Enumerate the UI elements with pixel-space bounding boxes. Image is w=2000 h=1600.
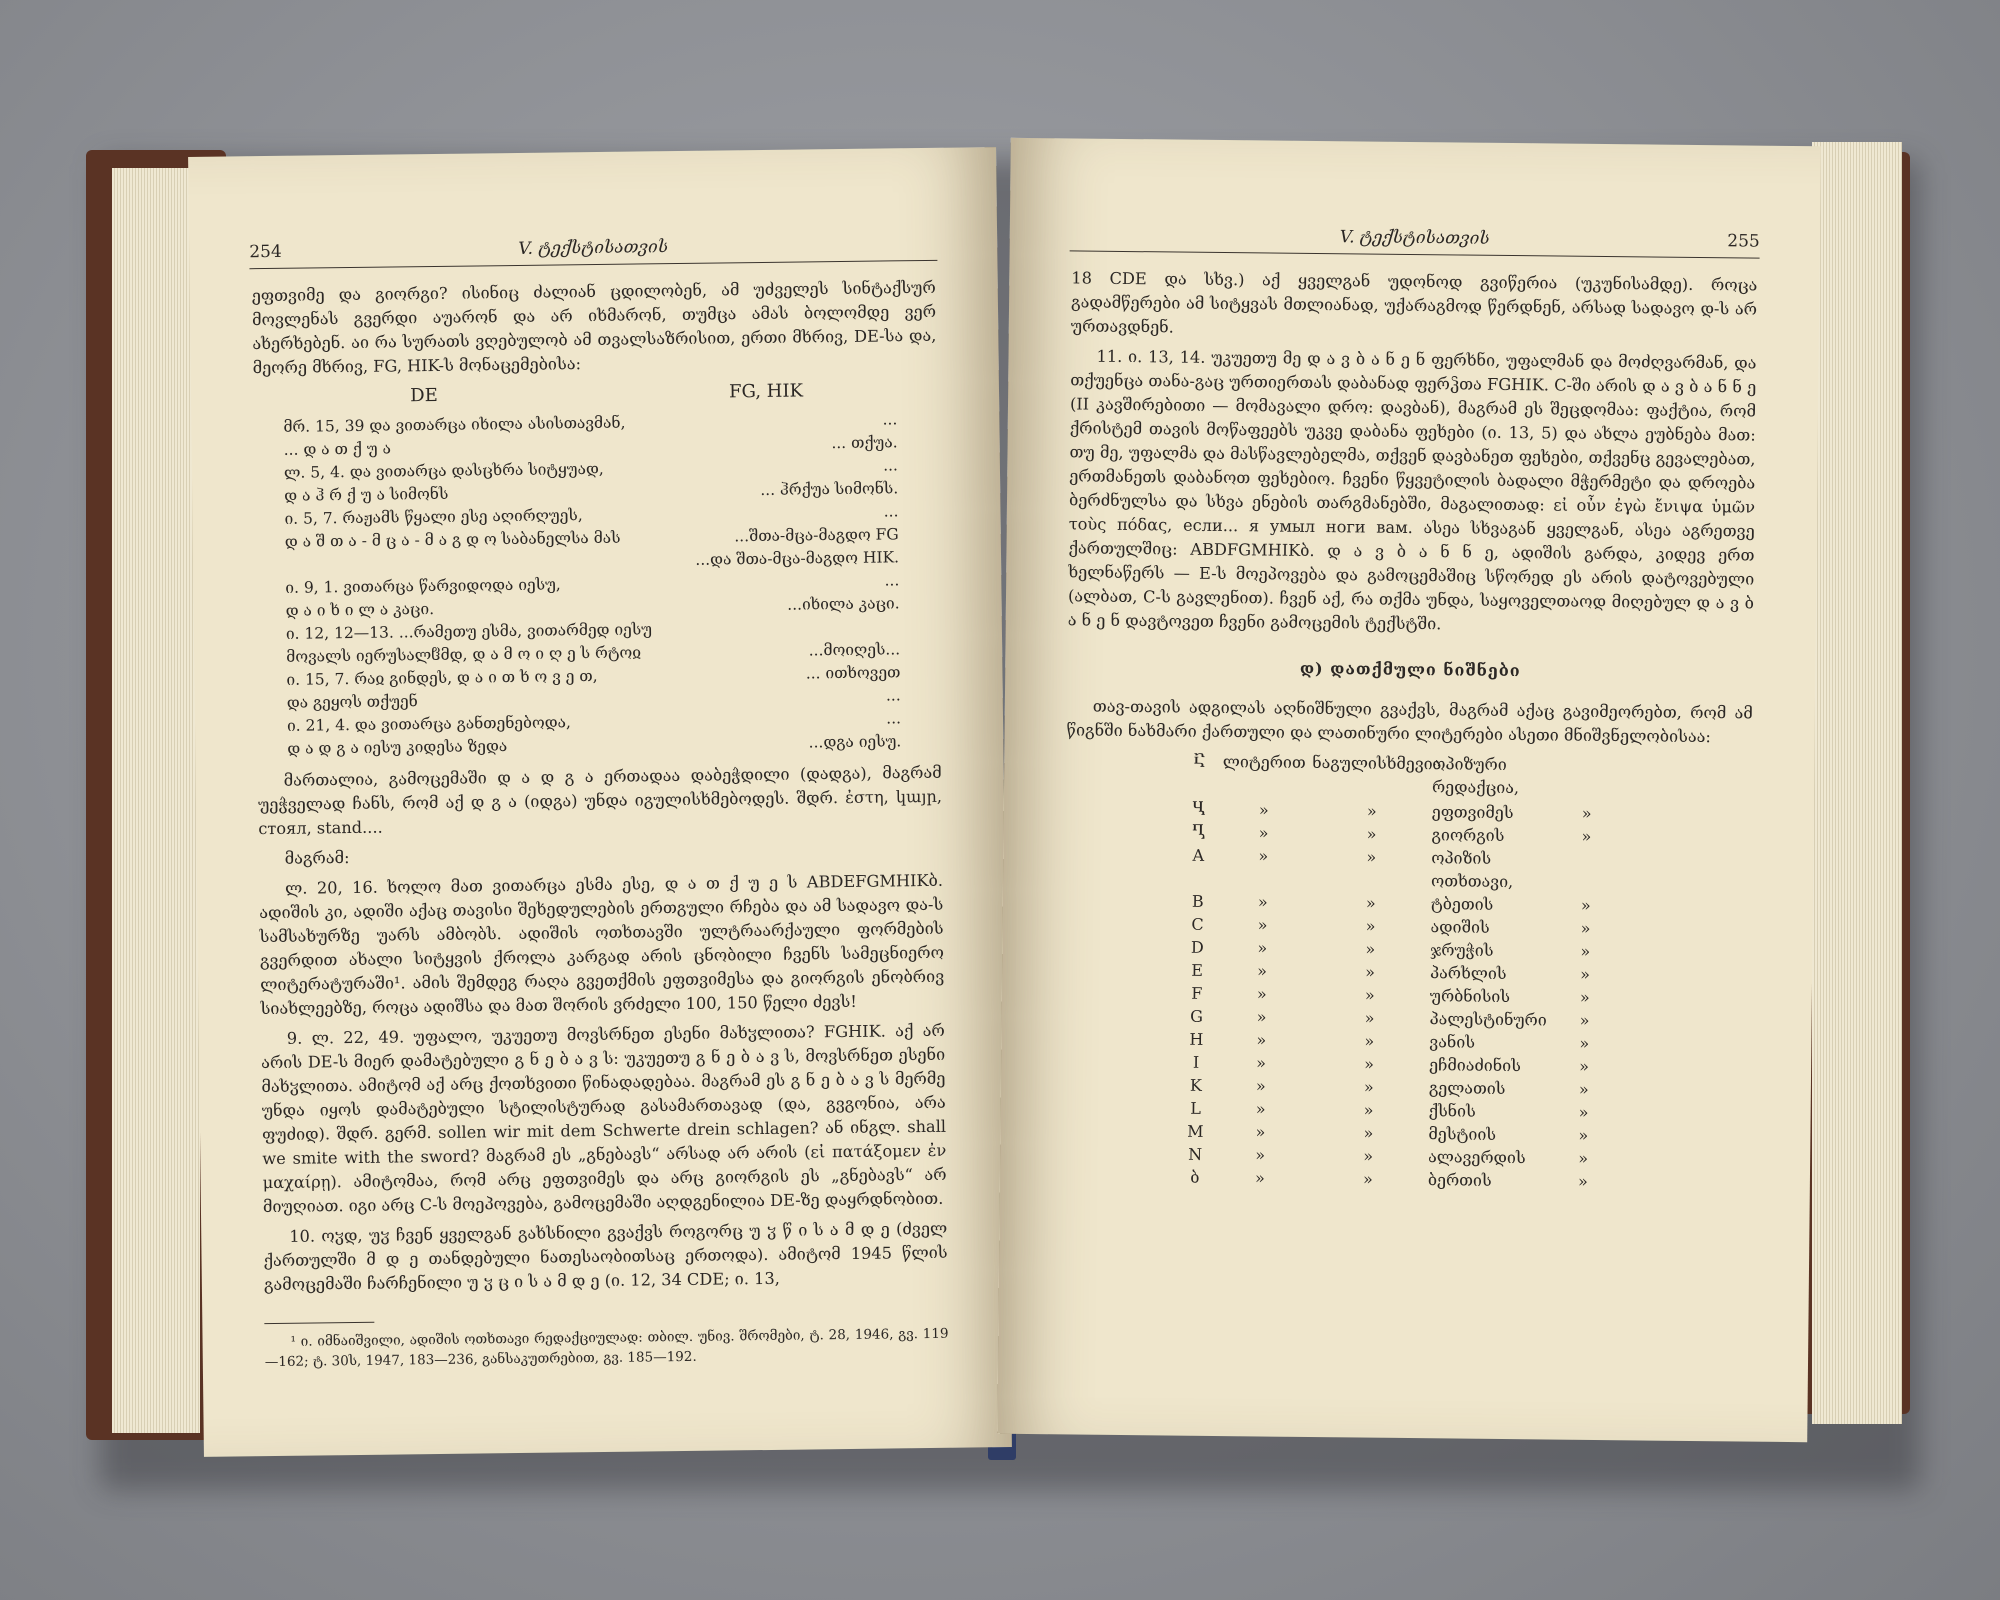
row-de: დ ა დ გ ა იესუ კიდესა ზედა xyxy=(287,737,508,758)
manuscript-name: ქსნის xyxy=(1428,1101,1476,1121)
row-de: მოვალს იერუსალჱმდ, დ ა მ ო ი ღ ე ს რტოჲ xyxy=(286,643,642,666)
ditto-mark: » xyxy=(1257,915,1268,935)
sigla-symbol: N xyxy=(1188,1144,1203,1164)
ditto-mark: » xyxy=(1365,893,1376,913)
ditto-mark: » xyxy=(1256,1053,1267,1073)
ditto-mark: » xyxy=(1579,1010,1590,1030)
sigla-symbol: F xyxy=(1191,983,1203,1003)
ditto-mark: » xyxy=(1366,824,1377,844)
page-edges-right xyxy=(1812,142,1902,1424)
ditto-mark: » xyxy=(1366,801,1377,821)
sigla-header xyxy=(1182,750,1752,802)
row-de: ი. 21, 4. და ვითარცა განთენებოდა, xyxy=(286,713,572,735)
sigla-row xyxy=(1181,844,1751,896)
left-page-body xyxy=(252,276,949,1378)
ditto-mark: » xyxy=(1365,962,1376,982)
ditto-mark: » xyxy=(1578,1148,1589,1168)
paragraph: 11. ი. 13, 14. უკუეთუ მე დ ა ვ ბ ა ნ ე ნ ფერხნი, უფალმან და მოძღვარმან, და თქუენცა თანა-გაც ურთიერთას დაბანად ფერჴთა FGHIK. C-ში არის დ ა ვ ბ ა ნ ნ ე (II კავშირებითი — მომავალი დრო: დავბან), მაგრამ ეს შეცდომაა: ფაქტია, რომ ქრისტემ თავის მოწაფეებს უკვე დაბანა ფეხები (ი. 13, 5) და ახლა ეუბნება მათ: თუ მე, უფალმა და მასწავლებელმა, თქვენ დავბანეთ ფეხები, თქვენც გევალებათ, ერთმანეთს დაბანოთ ფეხებიო. ჩვენი წყვეტილის ბადალი მჭერმეტი და დროება ბერძნულსა და სხვა ენების თარგმანებში, მაგალითად: εἰ οὖν ἐγὼ ἔνιψα ὑμῶν τοὺς πόδας, если... я умыл ноги вам. ასეა სხვაგან ყველგან, ასეა აგრეთვე ქართულშიც: ABDFGMHIKბ. დ ა ვ ბ ა ნ ნ ე, ადიშის გარდა, კიდევ ერთ ხელნაწერს — E-ს მოეპოვება და გამოცემაშიც სწორედ ეს არის დატოვებული (ალბათ, C-ს გავლენით). ჩვენ აქ, რა თქმა უნდა, საყოველთაოდ მიღებულ დ ა ვ ბ ა ნ ე ნ დავტოვეთ ჩვენი გამოცემის ტექსტში. xyxy=(1067,346,1757,634)
ditto-mark: » xyxy=(1363,1100,1374,1120)
running-head: V. ტექსტისათვის xyxy=(518,237,669,259)
manuscript-name: პალესტინური xyxy=(1429,1009,1547,1030)
ditto-mark: » xyxy=(1258,846,1269,866)
sigla-symbol: K xyxy=(1189,1075,1202,1095)
row-de: მრ. 15, 39 და ვითარცა იხილა ასისთავმან, xyxy=(283,413,626,436)
column-fg-hik: FG, HIK xyxy=(728,380,804,403)
row-fg: ... xyxy=(882,410,898,429)
comparison-table xyxy=(253,378,942,761)
manuscript-name: ოპიზის ოთხთავი, xyxy=(1430,848,1514,892)
row-fg: ... xyxy=(883,502,899,521)
left-page xyxy=(188,147,1012,1457)
ditto-mark: » xyxy=(1363,1077,1374,1097)
row-de: ი. 15, 7. რაჲ გინდეს, დ ა ი თ ხ ო ვ ე თ, xyxy=(286,667,598,689)
row-fg: ... თქუა. xyxy=(831,433,898,453)
page-number: 255 xyxy=(1727,231,1760,252)
paragraph: ლ. 20, 16. ხოლო მათ ვითარცა ესმა ესე, დ ა თ ქ უ ე ს ABDEFGMHIKბ. ადიშის კი, ადიში აქაც თავისი შეხედულების ერთგული რჩება და ამ სადავო და-ს სამსახურზე უარს ამბობს. ადიშის ოთხთავში ულტრაარქაული ფორმების გვერდით ახალი სიტყვის ქროლა კარგად არის ცნობილი ჩვენს სამეცნიერო ლიტერატურაში¹. ამის შემდეგ რაღა გვეთქმის ეფთვიმესა და გიორგის ენობრივ სიახლეებზე, როცა ადიშსა და მათ შორის ვრძელი 100, 150 წელი ძევს! xyxy=(259,870,945,1019)
manuscript-name: ეჩმიაძინის xyxy=(1429,1055,1521,1076)
sigla-symbol: C xyxy=(1191,914,1204,934)
ditto-mark: » xyxy=(1364,1031,1375,1051)
ditto-mark: » xyxy=(1255,1076,1266,1096)
ditto-mark: » xyxy=(1257,938,1268,958)
ditto-mark: » xyxy=(1364,1054,1375,1074)
ditto-mark: » xyxy=(1365,939,1376,959)
manuscript-name: ალავერდის xyxy=(1428,1147,1526,1168)
row-de: და გეყოს თქუენ xyxy=(286,692,418,712)
paragraph: 9. ლ. 22, 49. უფალო, უკუეთუ მოვსრნეთ ესენი მახჳლითა? FGHIK. აქ არ არის DE-ს მიერ დამატებული გ ნ ე ბ ა ვ ს: უკუეთუ გ ნ ე ბ ა ვ ს, მოვსრნეთ ესენი მახჳლითა. ამიტომ აქ არც ქოთხვითი წინადადებაა. მაგრამ ეს გ ნ ე ბ ა ვ ს მერმე უნდა იყოს დამატებული სტილისტურად გასამართავად (და, გვგონია, არა ფუძიდ). შდრ. გერმ. sollen wir mit dem Schwerte drein schlagen? ან ინგლ. shall we smite with the sword? მაგრამ ეს „გნებავს“ არსად არ არის (εἰ πατάξομεν ἐν μαχαίρῃ). ამიტომაა, რომ არც ეფთვიმეს და არც გიორგის ეს „გნებავს“ არ მიუღიათ. იგი არც C-ს მოეპოვება, გამოცემაში აღდგენილია DE-ზე დაყრდნობით. xyxy=(261,1020,947,1217)
manuscript-name: ადიშის xyxy=(1430,917,1490,937)
ditto-mark: » xyxy=(1578,1079,1589,1099)
sigla-symbol: I xyxy=(1192,1052,1200,1072)
ditto-mark: » xyxy=(1362,1169,1373,1189)
row-fg: ... ჰრქუა სიმონს. xyxy=(760,479,899,500)
sigla-symbol: Ⴁ xyxy=(1191,799,1206,819)
manuscript-name: მესტიის xyxy=(1428,1124,1497,1144)
manuscript-name: ურბნისის xyxy=(1429,986,1511,1007)
row-fg: ... xyxy=(883,456,899,475)
row-fg: ...და შთა-მცა-მაგდო HIK. xyxy=(695,548,900,569)
sigla-symbol: M xyxy=(1187,1121,1204,1141)
row-de: ლ. 5, 4. და ვითარცა დასცხრა სიტყუად, xyxy=(283,459,604,482)
right-page xyxy=(997,138,1821,1442)
row-fg: ... ითხოვეთ xyxy=(805,663,901,683)
row-de: ი. 12, 12—13. ...რამეთუ ესმა, ვითარმედ იესუ xyxy=(285,620,653,643)
ditto-mark: » xyxy=(1578,1125,1589,1145)
ditto-mark: » xyxy=(1580,964,1591,984)
sigla-symbol: Ⴂ xyxy=(1191,822,1206,842)
sigla-symbol: Ⴀ xyxy=(1193,751,1206,771)
paragraph: მაგრამ: xyxy=(284,848,350,868)
ditto-mark: » xyxy=(1581,803,1592,823)
left-page-header xyxy=(249,226,937,269)
row-de: ი. 5, 7. რაჟამს წყალი ესე აღირღუეს, xyxy=(284,506,583,528)
ditto-mark: » xyxy=(1364,1008,1375,1028)
row-fg: ... xyxy=(884,571,900,590)
sigla-word: ოპიზური რედაქცია, xyxy=(1431,754,1520,798)
row-fg: ... xyxy=(885,686,901,705)
sigla-word: ნაგულისხმევია xyxy=(1312,752,1442,774)
ditto-mark: » xyxy=(1578,1102,1589,1122)
row-fg: ...მოიღეს... xyxy=(808,640,901,660)
right-page-body xyxy=(1062,266,1758,1194)
right-page-header xyxy=(1070,216,1760,258)
page-edges-left xyxy=(112,168,200,1433)
ditto-mark: » xyxy=(1580,895,1591,915)
sigla-symbol: D xyxy=(1190,937,1204,957)
ditto-mark: » xyxy=(1366,847,1377,867)
page-number: 254 xyxy=(249,241,282,263)
row-de: დ ა შ თ ა - მ ც ა - მ ა გ დ ო საბანელსა მას xyxy=(284,528,621,551)
sigla-symbol: ბ xyxy=(1190,1167,1200,1187)
ditto-mark: » xyxy=(1581,826,1592,846)
manuscript-name: ჯრუჭის xyxy=(1430,940,1494,960)
ditto-mark: » xyxy=(1257,892,1268,912)
row-fg: ...იხილა კაცი. xyxy=(787,594,900,614)
sigla-symbol: G xyxy=(1190,1006,1204,1026)
row-fg: ... xyxy=(886,709,902,728)
sigla-word: ლიტერით xyxy=(1222,752,1306,772)
paragraph: 18 CDE და სხვ.) აქ ყველგან უდონოდ გვიწერია (უკუნისამდე). როცა გადამწერები ამ სიტყვას მთლიანად, უქარაგმოდ წერდნენ, არსად სადავო დ-ს არ ურთავდნენ. xyxy=(1070,268,1758,337)
row-de: დ ა ი ხ ი ლ ა კაცი. xyxy=(285,600,435,620)
ditto-mark: » xyxy=(1363,1146,1374,1166)
sigla-symbol: B xyxy=(1191,891,1204,911)
sigla-symbol: L xyxy=(1190,1098,1202,1118)
sigla-symbol: A xyxy=(1192,845,1205,865)
manuscript-name: პარხლის xyxy=(1429,963,1507,984)
footnote-rule xyxy=(264,1322,374,1324)
ditto-mark: » xyxy=(1579,987,1590,1007)
manuscript-name: ეფთვიმეს xyxy=(1431,802,1514,823)
ditto-mark xyxy=(1571,848,1601,894)
manuscript-name: ბერთის xyxy=(1427,1170,1492,1190)
ditto-mark: » xyxy=(1255,1145,1266,1165)
sigla-symbol: E xyxy=(1191,960,1204,980)
manuscript-name: გელათის xyxy=(1428,1078,1506,1099)
running-head: V. ტექსტისათვის xyxy=(1339,227,1490,249)
row-fg: ...დგა იესუ. xyxy=(808,732,902,752)
ditto-mark: » xyxy=(1580,941,1591,961)
manuscript-name: ტბეთის xyxy=(1430,894,1494,914)
ditto-mark: » xyxy=(1256,1007,1267,1027)
ditto-mark: » xyxy=(1363,1123,1374,1143)
column-de: DE xyxy=(410,384,438,407)
ditto-mark: » xyxy=(1364,985,1375,1005)
manuscript-name: გიორგის xyxy=(1431,825,1505,846)
ditto-mark: » xyxy=(1258,823,1269,843)
ditto-mark: » xyxy=(1255,1122,1266,1142)
sigla-rows xyxy=(1178,798,1752,1195)
ditto-mark: » xyxy=(1254,1168,1265,1188)
ditto-mark: » xyxy=(1257,961,1268,981)
paragraph: 10. ოჳდ, უჳ ჩვენ ყველგან გახსნილი გვაქვს როგორც უ ჳ წ ი ს ა მ დ ე (ძველ ქართულში მ დ ე თანდებული ნათესაობითსაც ერთოდა). ამიტომ 1945 წლის გამოცემაში ჩარჩენილი უ ჳ ც ი ს ა მ დ ე (ი. 12, 34 CDE; ი. 13, xyxy=(263,1218,948,1295)
paragraph: თავ-თავის ადგილას აღნიშნული გვაქვს, მაგრამ აქაც გავიმეორებთ, რომ ამ წიგნში ნახმარი ქართული და ლათინური ლიტერები ასეთი მნიშვნელობისაა: xyxy=(1066,696,1753,747)
sigla-symbol: H xyxy=(1189,1029,1204,1049)
ditto-mark: » xyxy=(1580,918,1591,938)
manuscript-name: ვანის xyxy=(1429,1032,1476,1052)
row-de: დ ა ჰ რ ქ უ ა სიმონს xyxy=(284,484,449,505)
section-subheading: დ) დათქმული ნიშნები xyxy=(1299,658,1521,681)
paragraph: მართალია, გამოცემაში დ ა დ გ ა ერთადაა დაბეჭდილი (დადგა), მაგრამ უეჭველად ჩანს, რომ აქ დ გ ა (იდგა) უნდა იგულისხმებოდეს. შდრ. ἐστη, կայր, стоял, stand.... xyxy=(257,762,943,839)
ditto-mark: » xyxy=(1579,1033,1590,1053)
comparison-header xyxy=(253,378,937,410)
row-de: ი. 9, 1. ვითარცა წარვიდოდა იესუ, xyxy=(285,575,561,597)
row-fg xyxy=(664,615,940,641)
sigla-row xyxy=(1178,1166,1748,1195)
sigla-table xyxy=(1178,750,1753,1195)
ditto-mark: » xyxy=(1256,984,1267,1004)
paragraph: ეფთვიმე და გიორგი? ისინიც ძალიან ცდილობენ, ამ უძველეს სინტაქსურ მოვლენას გვერდი აუარონ და არ იხმარონ, თუმცა ამას ბოლომდე ვერ ახერხებენ. აი რა სურათს ვღებულობ ამ თვალსაზრისით, ერთი მხრივ, DE-სა და, მეორე მხრივ, FG, HIK-ს მონაცემებისა: xyxy=(251,277,937,378)
ditto-mark: » xyxy=(1256,1030,1267,1050)
ditto-mark: » xyxy=(1579,1056,1590,1076)
ditto-mark: » xyxy=(1365,916,1376,936)
ditto-mark: » xyxy=(1255,1099,1266,1119)
footnote: ¹ ი. იმნაიშვილი, ადიშის ოთხთავი რედაქციულად: თბილ. უნივ. შრომები, ტ. 28, 1946, გვ. 119—162; ტ. 30ს, 1947, 183—236, განსაკუთრებით, გვ. 185—192. xyxy=(264,1325,949,1371)
row-de: ... დ ა თ ქ უ ა xyxy=(283,439,392,459)
ditto-mark: » xyxy=(1258,800,1269,820)
ditto-mark: » xyxy=(1577,1171,1588,1191)
row-fg: ...შთა-მცა-მაგდო FG xyxy=(734,525,899,546)
